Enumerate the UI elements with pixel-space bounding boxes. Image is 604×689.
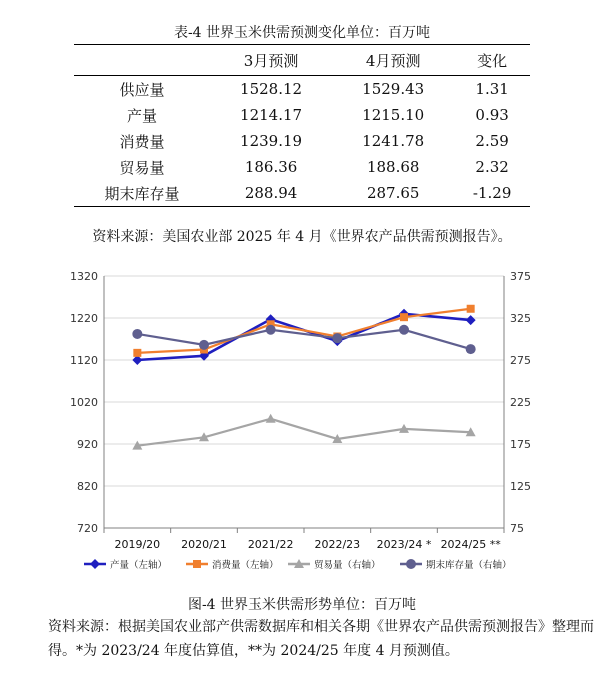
row-label: 期末库存量 [74,180,210,207]
cell-april: 287.65 [332,180,454,207]
table-row [74,102,530,128]
cell-april: 1215.10 [362,106,425,124]
right-axis-tick-label: 175 [510,438,531,451]
cell-march: 1528.12 [240,80,303,98]
header-blank [74,45,210,76]
header-change: 变化 [454,45,530,76]
data-point-circle [199,340,209,350]
cell-april: 1241.78 [362,132,425,150]
left-axis-tick-label: 1220 [70,312,98,325]
cell-march: 288.94 [210,180,332,207]
row-label: 产量 [126,106,157,125]
chart-grid [104,276,504,528]
left-axis-tick-label: 720 [77,522,98,535]
chart-axes [104,276,504,533]
data-point-circle [266,325,276,335]
right-axis-tick-label: 275 [510,354,531,367]
data-point-diamond [466,315,476,325]
data-point-circle [132,329,142,339]
right-axis-tick-label: 75 [510,522,524,535]
left-axis-tick-label: 820 [77,480,98,493]
legend-label: 消费量（左轴） [212,560,279,571]
data-point-square [193,560,201,568]
chart-series [132,305,475,450]
x-axis-tick-label: 2019/20 [114,538,161,551]
data-point-square [467,305,475,313]
table-row [74,154,530,180]
series-line [137,330,470,349]
table-header-row [74,45,530,76]
table-row [74,180,530,207]
right-axis-tick-label: 225 [510,396,531,409]
figure-caption: 图-4 世界玉米供需形势单位：百万吨 [187,597,417,613]
data-point-circle [332,333,342,343]
row-label: 消费量 [119,132,165,151]
data-point-circle [466,344,476,354]
right-axis-tick-label: 125 [510,480,531,493]
chart-legend [84,559,512,571]
x-axis-tick-label: 2024/25 ** [440,538,501,551]
cell-march: 1239.19 [240,132,303,150]
right-axis-tick-label: 375 [510,270,531,283]
row-label: 贸易量 [119,158,165,177]
supply-demand-table [74,44,530,207]
figure-source-note: 资料来源：根据美国农业部产供需数据库和相关各期《世界农产品供需预测报告》整理而得。*为 2023/24 年度估算值，**为 2024/25 年度 4 月预测值。 [48,619,594,659]
header-march-forecast: 3月预测 [210,45,332,76]
cell-change: -1.29 [454,180,530,207]
series-line [137,309,470,353]
x-axis-ticks [114,538,501,551]
cell-april: 188.68 [366,158,420,176]
table-row [74,76,530,103]
x-axis-tick-label: 2023/24 * [376,538,432,551]
series-line [137,314,470,360]
table-source: 资料来源：美国农业部 2025 年 4 月《世界农产品供需预测报告》。 [92,229,512,245]
x-axis-tick-label: 2020/21 [181,538,227,551]
cell-april: 1529.43 [362,80,425,98]
data-point-circle [399,325,409,335]
table-title: 表-4 世界玉米供需预测变化单位：百万吨 [173,25,431,41]
cell-change: 0.93 [475,106,509,124]
legend-label: 贸易量（右轴） [314,560,381,571]
data-point-triangle [266,414,276,423]
left-axis-tick-label: 1320 [70,270,98,283]
cell-change: 2.59 [475,132,509,150]
right-axis-tick-label: 325 [510,312,531,325]
data-point-diamond [90,559,100,569]
left-axis-tick-label: 920 [77,438,98,451]
x-axis-tick-label: 2021/22 [247,538,294,551]
right-axis-ticks [510,270,531,535]
left-axis-tick-label: 1020 [70,396,98,409]
cell-change: 2.32 [475,158,509,176]
data-point-circle [406,559,416,569]
data-point-square [400,313,408,321]
x-axis-tick-label: 2022/23 [314,538,361,551]
cell-change: 1.31 [475,80,509,98]
series-line [137,419,470,446]
data-point-square [133,349,141,357]
legend-label: 产量（左轴） [110,560,168,571]
cell-march: 1214.17 [240,106,303,124]
left-axis-ticks [70,270,98,535]
legend-label: 期末库存量（右轴） [426,560,512,571]
cell-march: 186.36 [244,158,298,176]
corn-supply-demand-chart [64,262,544,580]
table-row [74,128,530,154]
row-label: 供应量 [119,80,165,99]
header-april-forecast: 4月预测 [332,45,454,76]
left-axis-tick-label: 1120 [70,354,98,367]
